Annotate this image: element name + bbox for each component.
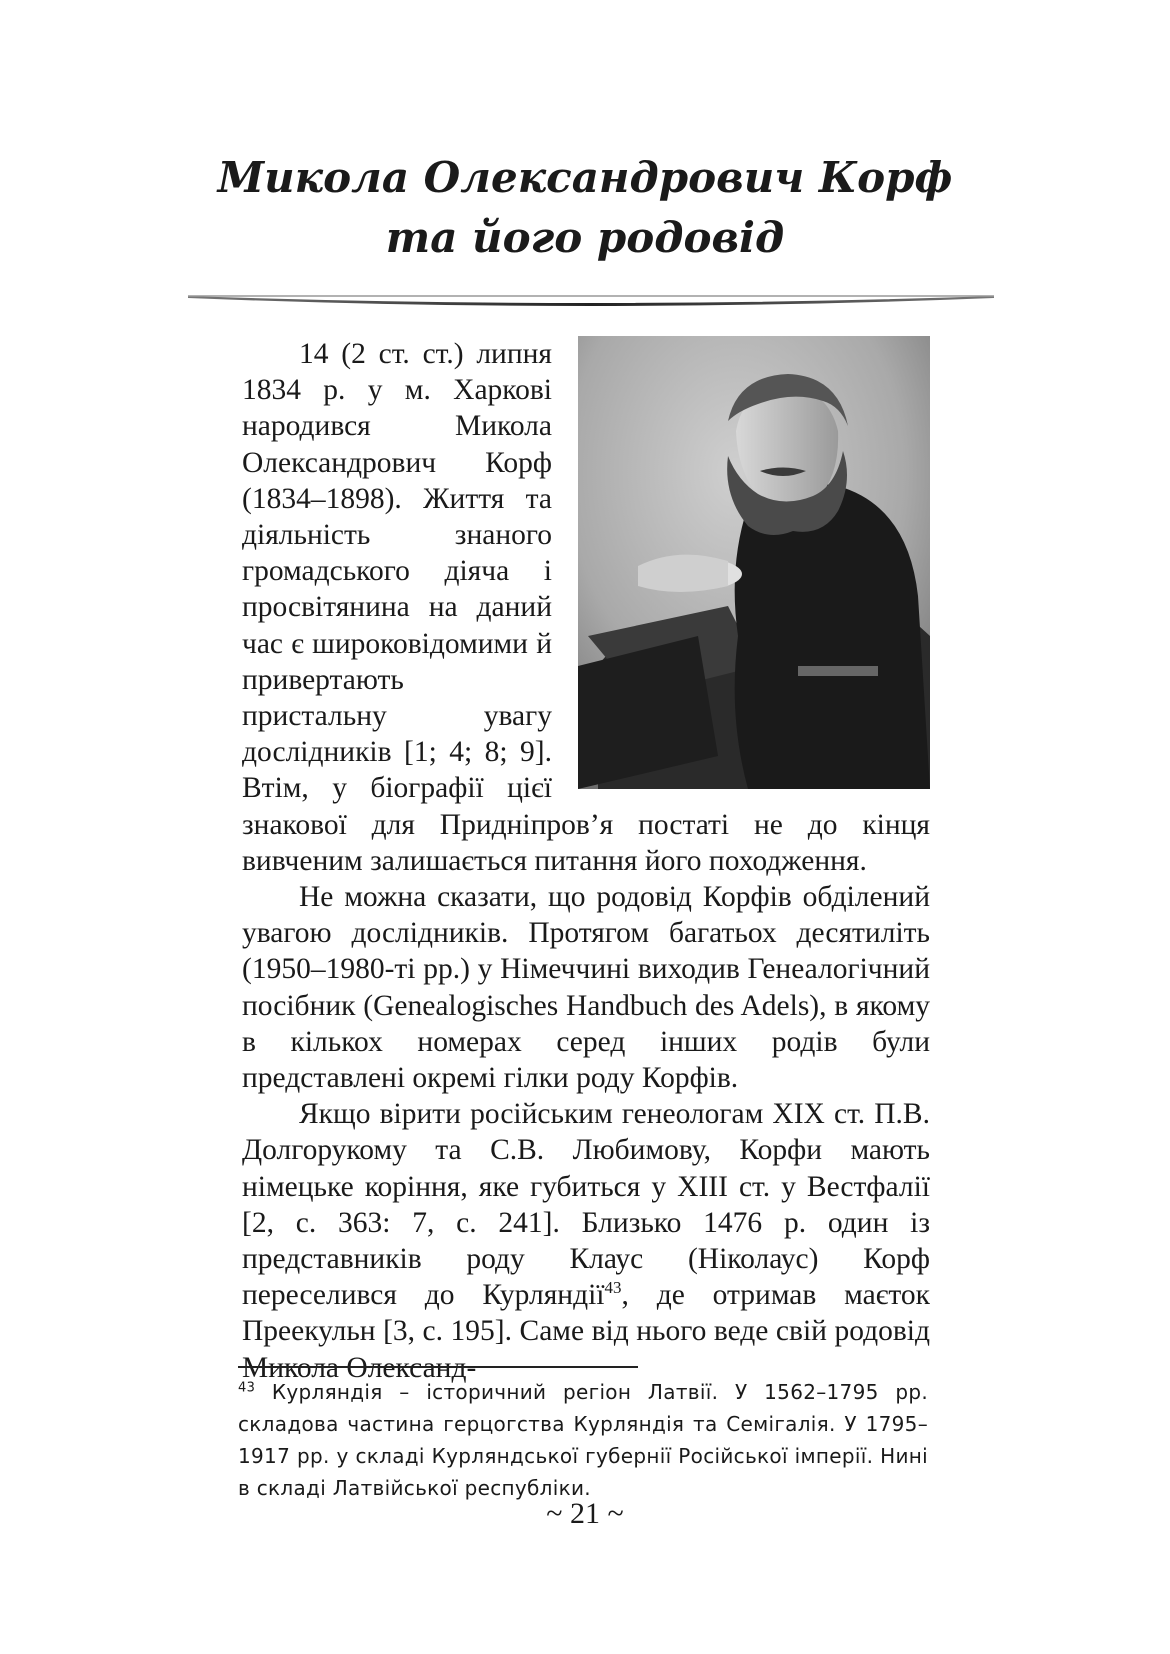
footnote-text: Курляндія – історичний регіон Латвії. У 1562–1795 рр. складова частина герцогства Курляндія та Семігалія. У 1795–1917 рр. у складі Курляндської губернії Російської імперії. Нині в складі Латвійської республіки. bbox=[238, 1380, 928, 1500]
paragraph-3 bbox=[242, 1096, 930, 1386]
footnote-reference[interactable]: 43 bbox=[604, 1278, 622, 1298]
paragraph-3-part-1: Якщо вірити російським генеологам XIX ст. П.В. Долгорукому та С.В. Любимову, Корфи мають німецьке коріння, яке губиться у XIII ст. у Вестфалії [2, с. 363: 7, с. 241]. Близько 1476 р. один із представників роду Клаус (Ніколаус) Корф переселився до Курляндії bbox=[242, 1098, 930, 1312]
paragraph-3-part-2: , де отримав маєток Преекульн [3, с. 195]. Саме від нього веде свій родовід Микола Олександ- bbox=[242, 1279, 930, 1384]
chapter-title bbox=[0, 148, 1170, 268]
page-number: ~ 21 ~ bbox=[546, 1497, 624, 1530]
paragraph-2: Не можна сказати, що родовід Корфів обділений увагою дослідників. Протягом багатьох десятиліть (1950–1980-ті рр.) у Німеччині виходив Генеалогічний посібник (Genealogisches Handbuch des Adels), в якому в кількох номерах серед інших родів були представлені окремі гілки роду Корфів. bbox=[242, 881, 930, 1095]
portrait-photo bbox=[578, 336, 930, 789]
chapter-title-line-2: та його родовід bbox=[385, 213, 785, 262]
footnote bbox=[238, 1376, 928, 1504]
chapter-title-line-1: Микола Олександрович Корф bbox=[217, 153, 953, 202]
title-divider bbox=[188, 294, 994, 314]
main-text bbox=[242, 336, 930, 1386]
footnote-divider bbox=[238, 1366, 638, 1368]
paragraph-1: 14 (2 ст. ст.) липня 1834 р. у м. Харкові народився Микола Олександрович Корф (1834–1898). Життя та діяльність знаного громадського діяча і просвітянина на даний час є широковідомими й привертають пристальну увагу дослідників [1; 4; 8; 9]. Втім, у біографії цієї знакової для Придніпров’я постаті не до кінця вивченим залишається питання його походження. bbox=[242, 338, 930, 877]
footnote-mark: 43 bbox=[238, 1380, 256, 1396]
